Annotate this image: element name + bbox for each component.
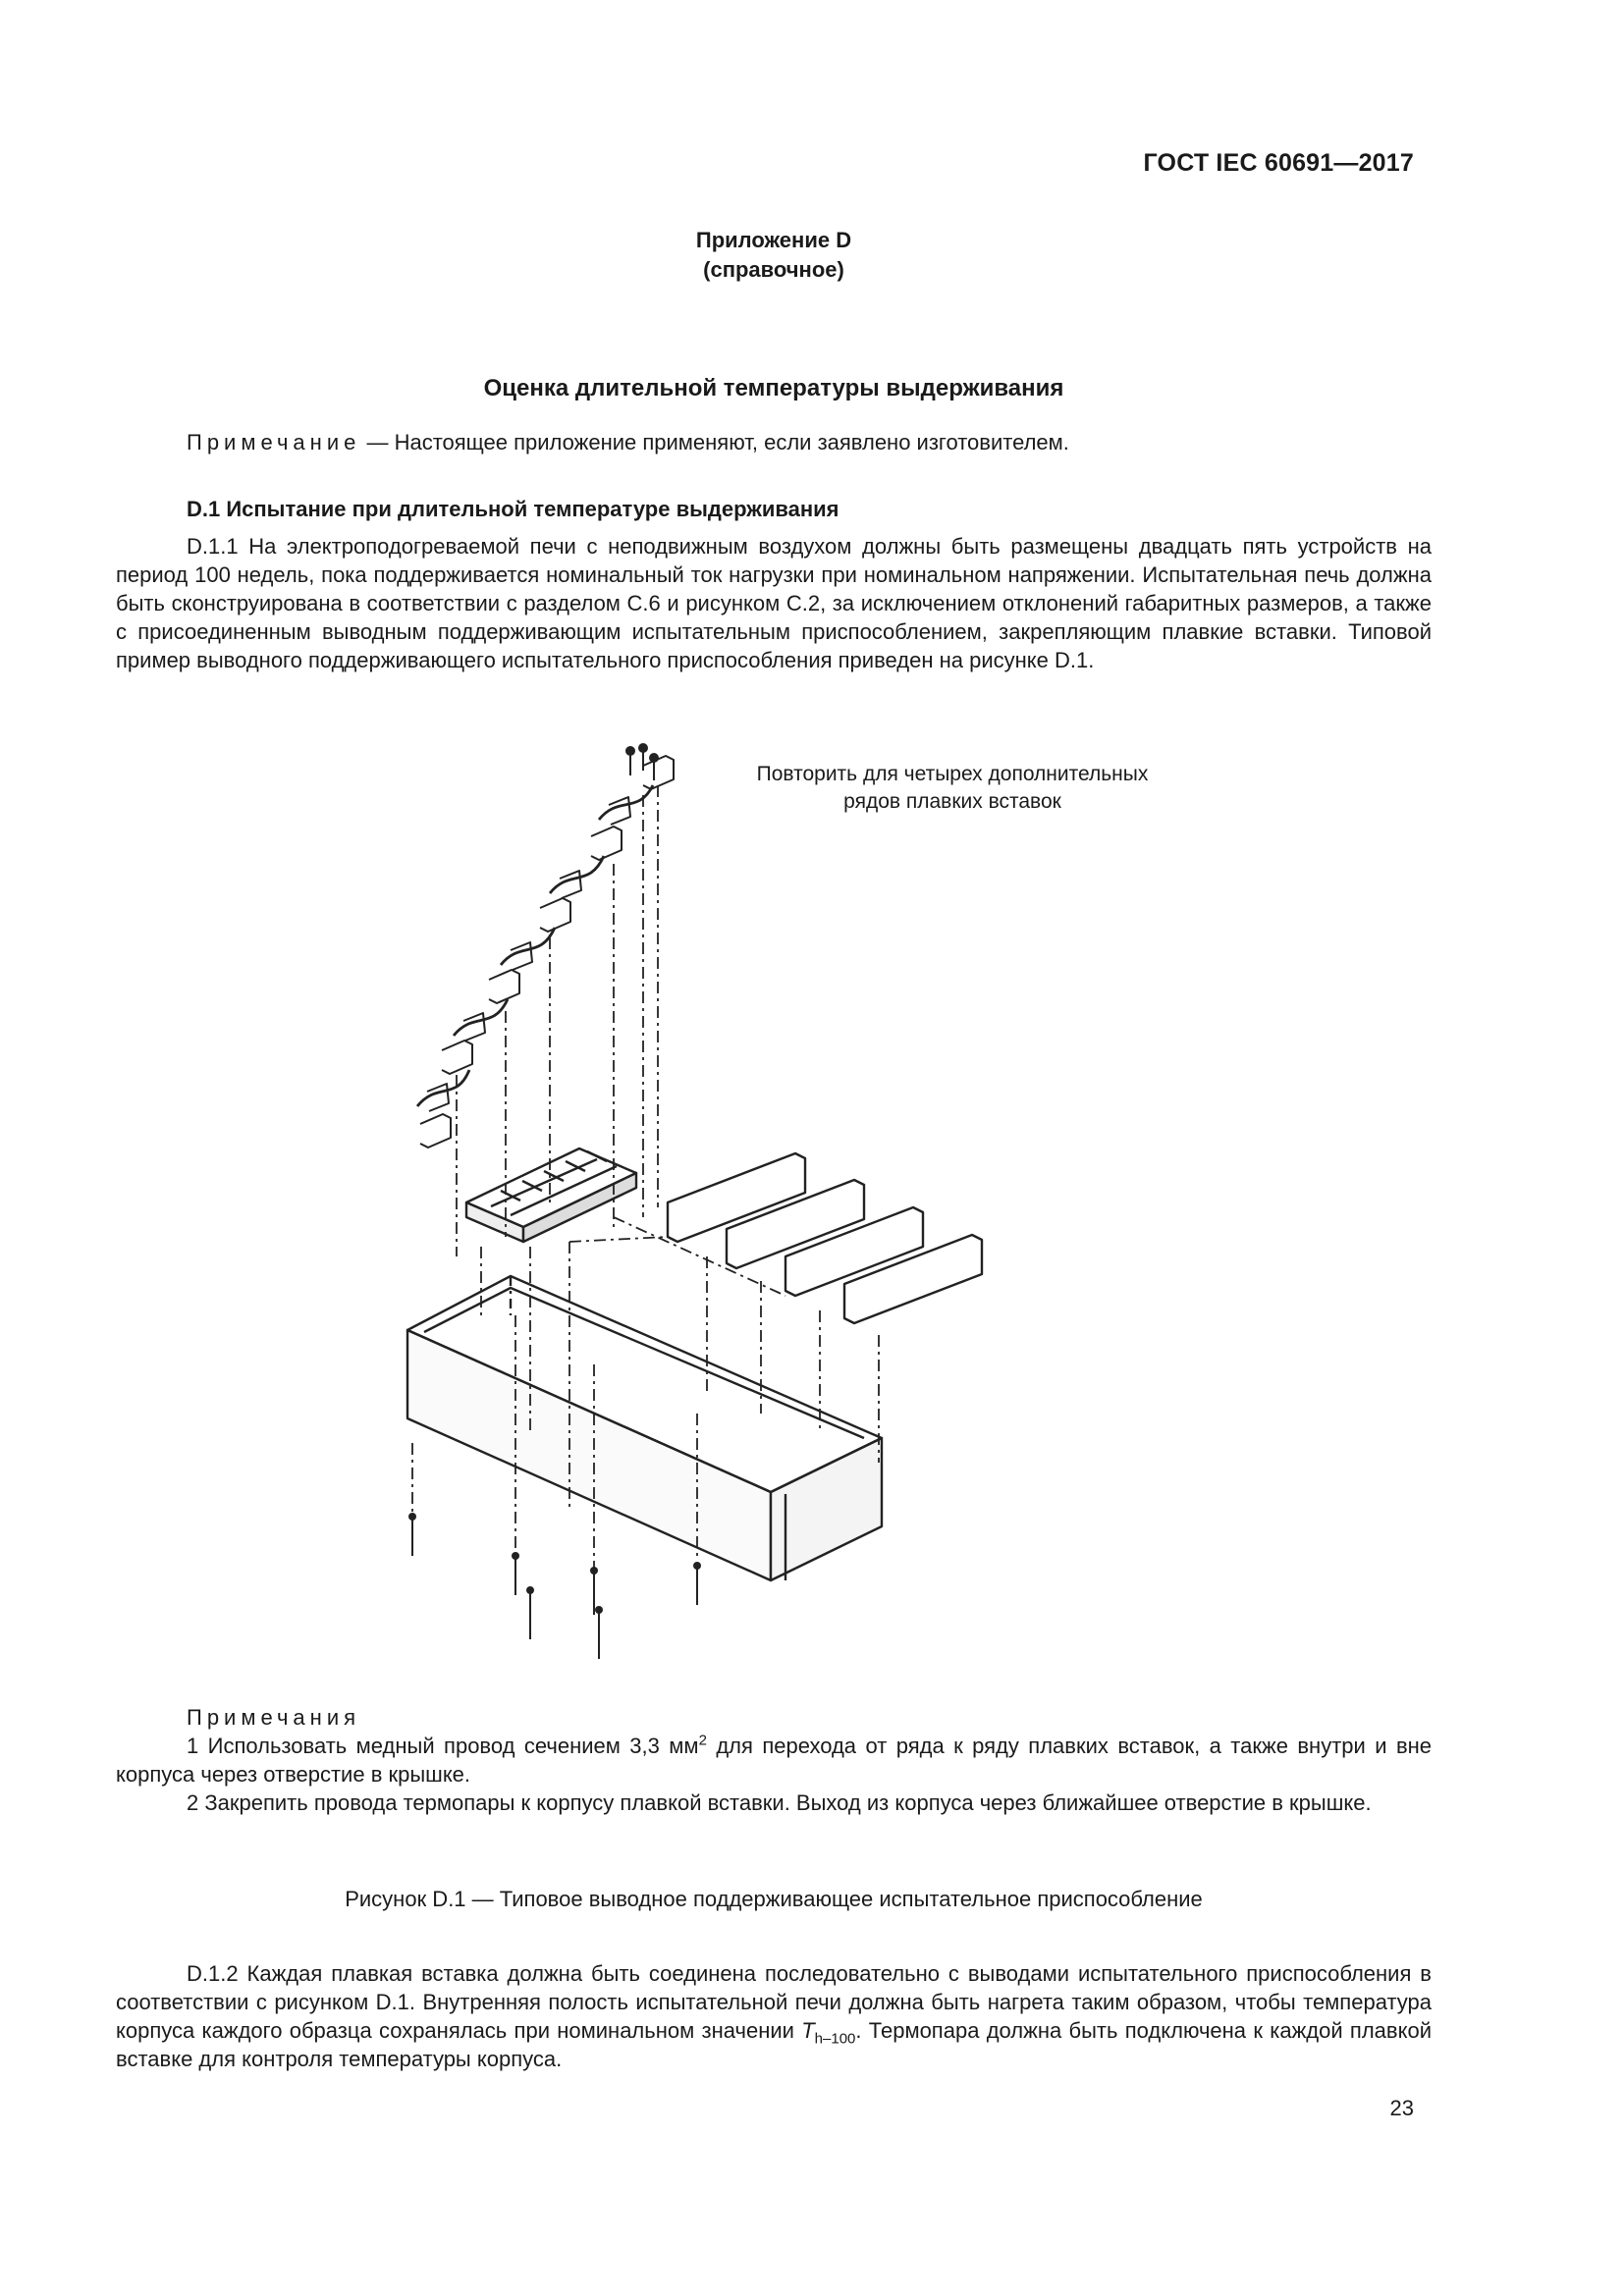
note1-superscript: 2 [698, 1732, 707, 1749]
annex-type: (справочное) [703, 257, 844, 282]
housing-box [407, 1276, 882, 1580]
figure-callout [697, 761, 1208, 816]
annex-title: Оценка длительной температуры выдерживания [483, 375, 1064, 401]
figure-note-1 [116, 1732, 1432, 1789]
annex-note [116, 428, 1432, 456]
annex-heading [116, 226, 1432, 285]
fuse-rows [417, 756, 674, 1148]
figure-caption: Рисунок D.1 — Типовое выводное поддерживающее испытательное приспособление [345, 1887, 1203, 1911]
d12-text-b: . Термопара должна быть подключена к каждой плавкой вставке для контроля температуры корпуса. [116, 2018, 1432, 2071]
page-number: 23 [1389, 2096, 1414, 2120]
note-label: Примечание [187, 430, 361, 454]
d12-text-a: D.1.2 Каждая плавкая вставка должна быть соединена последовательно с выводами испытательного приспособления в соответствии с рисунком D.1. Внутренняя полость испытательной печи должна быть нагрета таким образом, чтобы температура корпуса каждого образца сохранялась при номинальном значении [116, 1961, 1432, 2043]
note-text: — Настоящее приложение применяют, если заявлено изготовителем. [360, 430, 1069, 454]
callout-line-1: Повторить для четырех дополнительных [756, 763, 1149, 785]
standard-designation: ГОСТ IEC 60691—2017 [1143, 149, 1414, 177]
paragraph-d11: D.1.1 На электроподогреваемой печи с неподвижным воздухом должны быть размещены двадцать пять устройств на период 100 недель, пока поддерживается номинальный ток нагрузки при номинальном напряжении. Испытательная печь должна быть сконструирована в соответствии с разделом С.6 и рисунком С.2, за исключением отклонений габаритных размеров, а также с присоединенным выводным поддерживающим испытательным приспособлением, закрепляющим плавкие вставки. Типовой пример выводного поддерживающего испытательного приспособления приведен на рисунке D.1. [116, 534, 1432, 672]
heater-plates [668, 1153, 982, 1323]
figure-d1-drawing [373, 726, 1257, 1698]
note1-text-b: для перехода от ряда к ряду плавких вставок, а также внутри и вне корпуса через отверстие в крышке. [116, 1734, 1433, 1787]
paragraph-d12 [116, 1959, 1432, 2073]
note1-text-a: 1 Использовать медный провод сечением 3,3 мм [187, 1734, 699, 1758]
figure-note-2: 2 Закрепить провода термопары к корпусу плавкой вставки. Выход из корпуса через ближайшее отверстие в крышке. [187, 1790, 1372, 1815]
temperature-symbol: T [801, 2018, 815, 2043]
temperature-subscript: h–100 [814, 2030, 856, 2048]
terminal-block [466, 1148, 636, 1242]
annex-label: Приложение D [695, 228, 852, 252]
callout-line-2: рядов плавких вставок [843, 790, 1061, 813]
figure-notes-label: Примечания [187, 1705, 361, 1730]
top-screws [373, 748, 654, 1104]
section-heading-d1: D.1 Испытание при длительной температуре выдерживания [187, 497, 839, 521]
